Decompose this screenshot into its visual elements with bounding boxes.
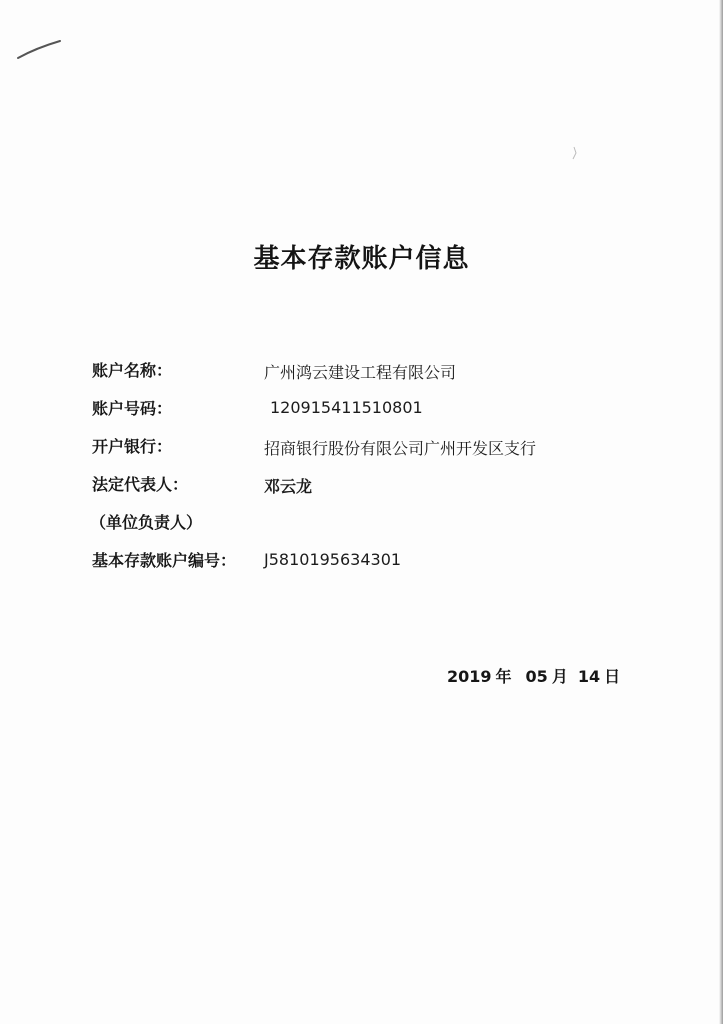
account-number-label: 账户号码：: [92, 399, 173, 418]
legal-representative-label: 法定代表人：: [92, 475, 189, 494]
bank-value: 招商银行股份有限公司广州开发区支行: [264, 439, 537, 458]
basic-account-id-label: 基本存款账户编号：: [92, 551, 237, 570]
bank-label: 开户银行：: [92, 437, 173, 456]
account-name-value: 广州鸿云建设工程有限公司: [264, 363, 457, 382]
scan-speck: [568, 145, 582, 163]
date-month-unit: 月: [551, 667, 568, 686]
date-year: 2019: [447, 667, 492, 686]
date-day-unit: 日: [604, 667, 621, 686]
date-day: 14: [577, 667, 601, 686]
document-date: [447, 664, 624, 687]
date-month: 05: [525, 667, 548, 686]
account-number-value: 120915411510801: [270, 398, 423, 417]
scan-edge-shadow: [719, 0, 723, 1024]
date-year-unit: 年: [495, 667, 512, 686]
document-title: 基本存款账户信息: [253, 244, 470, 274]
account-name-label: 账户名称：: [92, 361, 173, 380]
legal-representative-value: 邓云龙: [264, 477, 313, 496]
unit-head-label: （单位负责人）: [90, 513, 203, 532]
pen-stroke-mark: [16, 38, 62, 62]
basic-account-id-value: J5810195634301: [264, 550, 402, 569]
